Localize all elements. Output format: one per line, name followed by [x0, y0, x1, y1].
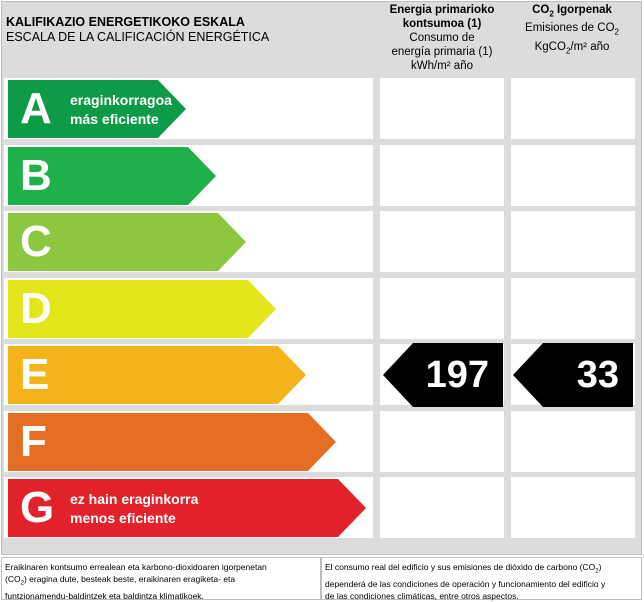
- col2-unit: KgCO$_2$/m² año: [534, 40, 610, 55]
- primary-energy-cell: [380, 477, 504, 538]
- footer-spanish: El consumo real del edificio y sus emisiones de dióxido de carbono $(CO_2)$ dependerá de las condiciones de operación y funcionamiento del edificio y de las condiciones climáticas, entre otros aspectos.: [321, 557, 642, 600]
- co2-header: [510, 3, 634, 58]
- primary-energy-cell: [380, 78, 504, 139]
- scale-title: [6, 15, 269, 45]
- col1-line4: energía primaria (1): [391, 46, 493, 58]
- rating-arrow-f: [8, 413, 336, 471]
- arrow-caption-basque: ez hain eraginkorra: [70, 491, 199, 507]
- co2-cell: [511, 278, 635, 339]
- primary-energy-cell: [380, 411, 504, 472]
- co2-cell: [511, 411, 635, 472]
- arrow-caption-basque: eraginkorragoa: [70, 92, 172, 108]
- arrow-shape: [8, 479, 366, 537]
- col1-line2: kontsumoa (1): [402, 18, 482, 30]
- rating-letter: D: [20, 284, 52, 333]
- rating-letter: F: [20, 417, 47, 466]
- primary-energy-cell: [380, 278, 504, 339]
- arrow-shape: [8, 413, 336, 471]
- indicator-value: 33: [576, 354, 619, 396]
- arrow-caption-spanish: menos eficiente: [70, 510, 176, 526]
- arrow-shape: [8, 346, 306, 404]
- rating-arrow-d: [8, 280, 276, 338]
- rating-letter: B: [20, 151, 52, 200]
- rating-arrow-c: [8, 213, 246, 271]
- rating-letter: C: [20, 217, 52, 266]
- co2-cell: [511, 78, 635, 139]
- col2-line2: Emisiones de $CO_2$: [525, 22, 619, 37]
- title-basque: KALIFIKAZIO ENERGETIKOKO ESKALA: [6, 15, 245, 29]
- arrow-caption-spanish: más eficiente: [70, 111, 159, 127]
- col1-unit: kWh/m² año: [411, 60, 473, 72]
- col1-line1: Energia primarioko: [389, 4, 495, 16]
- col2-line1: $CO_2$ Igorpenak: [532, 4, 612, 19]
- co2-indicator: [513, 343, 633, 407]
- rating-arrow-g: [8, 479, 366, 537]
- rating-letter: G: [20, 483, 55, 532]
- primary-energy-header: [380, 3, 504, 73]
- rating-arrow-e: [8, 346, 306, 404]
- rating-letter: A: [20, 84, 52, 133]
- rating-letter: E: [20, 350, 50, 399]
- title-spanish: ESCALA DE LA CALIFICACIÓN ENERGÉTICA: [6, 30, 270, 44]
- col1-line3: Consumo de: [409, 32, 475, 44]
- co2-cell: [511, 145, 635, 206]
- primary-energy-cell: [380, 145, 504, 206]
- rating-arrow-b: [8, 147, 216, 205]
- rating-arrow-a: [8, 80, 186, 138]
- primary-energy-indicator: [383, 343, 503, 407]
- indicator-value: 197: [425, 354, 489, 396]
- co2-cell: [511, 211, 635, 272]
- co2-cell: [511, 477, 635, 538]
- footer-basque: Eraikinaren kontsumo errealean eta karbono-dioxidoaren igorpenetan $(CO_2)$ eragina dute, besteak beste, eraikinaren eragiketa- eta funtzionamendu-baldintzek eta baldintza klimatikoek.: [1, 557, 321, 600]
- primary-energy-cell: [380, 211, 504, 272]
